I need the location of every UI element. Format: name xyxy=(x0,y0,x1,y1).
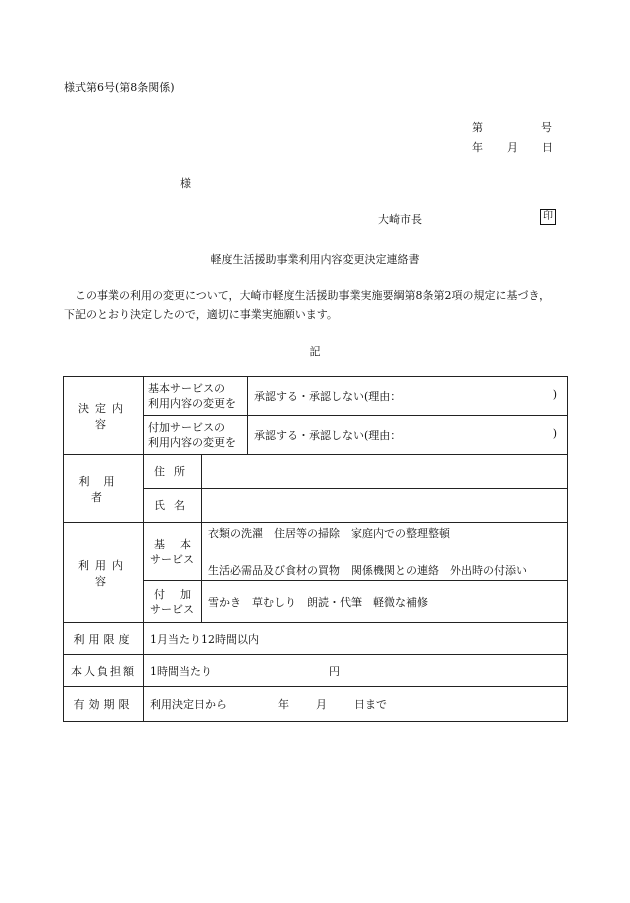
row-self-burden xyxy=(64,655,568,687)
row-user-address xyxy=(64,455,568,489)
row-validity-period xyxy=(64,687,568,722)
document-title: 軽度生活援助事業利用内容変更決定連絡書 xyxy=(210,253,420,266)
additional-service-list: 雪かき 草むしり 朗読・代筆 軽微な補修 xyxy=(202,581,568,623)
user-label: 利用者 xyxy=(64,455,144,523)
name-label xyxy=(144,489,202,523)
row-basic-service xyxy=(64,523,568,581)
period-year: 年 xyxy=(278,698,289,711)
basic-approve-close: ) xyxy=(552,388,557,401)
seal-box: 印 xyxy=(540,209,556,225)
basic-service-list xyxy=(202,523,568,581)
basic-change-approval[interactable] xyxy=(248,377,568,416)
basic-char-b: 本 xyxy=(180,537,191,551)
burden-field[interactable] xyxy=(144,655,568,687)
row-basic-change xyxy=(64,377,568,416)
additional-change-line2: 利用内容の変更を xyxy=(148,436,236,449)
add-char-b: 加 xyxy=(180,587,191,601)
additional-approve-text: 承認する・承認しない(理由： xyxy=(254,429,402,442)
name-char-a: 氏 xyxy=(154,499,165,512)
basic-service-label xyxy=(144,523,202,581)
period-label: 有効期限 xyxy=(64,687,144,722)
limit-label: 利用限度 xyxy=(64,623,144,655)
period-month: 月 xyxy=(316,698,327,711)
basic-char-a: 基 xyxy=(154,537,165,551)
additional-service-word: サービス xyxy=(150,602,194,616)
burden-prefix: 1時間当たり xyxy=(150,664,212,678)
basic-change-line2: 利用内容の変更を xyxy=(148,397,236,410)
document-number-date xyxy=(472,118,553,158)
decision-table xyxy=(63,376,568,722)
content-label: 利用内容 xyxy=(64,523,144,623)
year-label: 年 xyxy=(472,141,483,154)
basic-service-line2: 生活必需品及び食材の買物 関係機関との連絡 外出時の付添い xyxy=(208,563,527,577)
body-text xyxy=(64,286,570,324)
addressee-suffix: 様 xyxy=(180,177,191,190)
period-field[interactable] xyxy=(144,687,568,722)
basic-service-line1: 衣類の洗濯 住居等の掃除 家庭内での整理整頓 xyxy=(208,526,450,540)
issuer-name: 大崎市長 xyxy=(378,213,422,226)
additional-approve-close: ) xyxy=(552,427,557,440)
address-char-a: 住 xyxy=(154,465,165,478)
address-label xyxy=(144,455,202,489)
basic-service-word: サービス xyxy=(150,552,194,566)
name-field[interactable] xyxy=(202,489,568,523)
address-char-b: 所 xyxy=(174,465,185,478)
basic-approve-text: 承認する・承認しない(理由： xyxy=(254,390,402,403)
name-char-b: 名 xyxy=(174,499,185,512)
body-line-1: この事業の利用の変更について，大崎市軽度生活援助事業実施要綱第8条第2項の規定に基づき， xyxy=(75,289,551,302)
number-suffix: 号 xyxy=(541,121,552,134)
basic-change-label xyxy=(144,377,248,416)
limit-value: 1月当たり12時間以内 xyxy=(144,623,568,655)
burden-unit: 円 xyxy=(329,664,340,678)
form-number: 様式第6号(第8条関係) xyxy=(64,81,175,94)
additional-change-approval[interactable] xyxy=(248,416,568,455)
month-label: 月 xyxy=(507,141,518,154)
basic-change-line1: 基本サービスの xyxy=(148,382,225,395)
period-prefix: 利用決定日から xyxy=(150,698,227,711)
add-char-a: 付 xyxy=(154,587,165,601)
additional-service-label xyxy=(144,581,202,623)
burden-label: 本人負担額 xyxy=(64,655,144,687)
additional-change-line1: 付加サービスの xyxy=(148,421,225,434)
address-field[interactable] xyxy=(202,455,568,489)
row-usage-limit xyxy=(64,623,568,655)
decision-label: 決定内容 xyxy=(64,377,144,455)
period-until: 日まで xyxy=(354,698,387,711)
number-prefix: 第 xyxy=(472,121,483,134)
day-label: 日 xyxy=(542,141,553,154)
additional-change-label xyxy=(144,416,248,455)
body-line-2: 下記のとおり決定したので，適切に事業実施願います。 xyxy=(64,308,338,321)
ki-heading: 記 xyxy=(309,345,321,358)
